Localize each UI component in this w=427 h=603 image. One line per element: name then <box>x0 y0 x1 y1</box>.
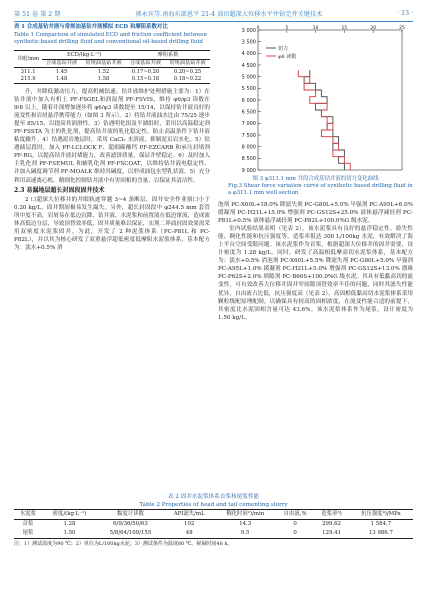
table-cell: 13 986.7 <box>368 530 393 536</box>
table-row <box>14 68 210 76</box>
table2-header: 自由液,% <box>283 511 307 517</box>
table-cell: 0.15~0.18 <box>131 76 160 82</box>
table-cell: 215.9 <box>20 76 36 82</box>
x-tick-label: 10 <box>312 26 319 31</box>
legend-label: 切力 <box>278 45 289 52</box>
y-tick-label: 8 500 <box>241 156 256 163</box>
plot-legend <box>266 45 296 60</box>
table2-caption-en: Table 2 Properties of head and tail cementing slurry <box>139 501 288 508</box>
table-cell: 0.20~0.25 <box>173 68 202 75</box>
running-header <box>14 6 413 20</box>
body-paragraph: 泡剂 PC-X60L+18.0% 降滤失剂 PC-G80L+5.0% 早强剂 PC-A95L+6.0% 缓凝剂 PC-H21L+15.0% 增强剂 PC-GS12S+25.0% 液体悬浮减轻剂 PC-P81L+0.5% 液体悬浮减轻剂 PC-P82L+100.0%G 级水泥。 <box>218 202 413 225</box>
table2-caption-cn: 表 2 固井水泥浆体系首浆和尾浆性能 <box>167 494 260 500</box>
table-cell: 1.28 <box>63 521 76 527</box>
table2-note: 注：1）测试温度为90 ℃；2）单位为L/100kg水泥；3）测试条件为温度80 ℃、候凝时间48 h。 <box>14 541 233 547</box>
table2-header: 稠化时间²)/min <box>226 511 265 517</box>
legend-label: φ6 读数 <box>278 53 297 60</box>
table-cell: 299.62 <box>322 521 341 527</box>
table-cell: 311.1 <box>20 68 36 75</box>
figure3-caption-cn: 图 3 φ311.1 mm 井段合成基钻井液的切力变化曲线 <box>252 176 379 182</box>
plot-axis <box>242 25 405 174</box>
table-cell: 1.48 <box>55 76 68 82</box>
table-cell: 1.52 <box>97 68 110 75</box>
table1-caption-en: Table 1 Comparison of simulated ECD and friction coefficient between synthetic-based drilling fluid and conventional oil-based drilling fluid <box>14 32 207 45</box>
table-cell: 首浆 <box>22 521 34 527</box>
table-cell: 1.58 <box>97 76 110 82</box>
table-cell: 0 <box>293 530 297 536</box>
article-running-title: 郭永宾等.南海东部恩平 21-4 油田超深大位移水平井钻完井关键技术 <box>135 10 323 18</box>
x-tick-label: 25 <box>399 26 405 31</box>
y-tick-label: 3 000 <box>241 27 256 34</box>
table-cell: 0.18~0.22 <box>173 76 202 82</box>
series-line-shear-force <box>304 70 344 170</box>
y-tick-label: 3 500 <box>241 39 256 46</box>
table2-header: 水泥浆 <box>19 511 37 517</box>
table2-header: 密度/(kg·L⁻¹) <box>52 511 87 517</box>
figure3 <box>218 24 413 174</box>
table-cell: 48 <box>185 530 193 536</box>
x-tick-label: 15 <box>341 26 348 31</box>
body-paragraph: 升，并降低激动压力，提高机械钻速。钻井液维护处理措施主要为：1）在钻井液中加入有机土 PF-FSGEL和润湿剂 PF-FSVIS，维持 φ6/φ3 读数在 9/8 以上，随着井深增加逐步将 φ6/φ3 读数提至 15/14，以保持钻井液良好的流变性和岩屑悬浮携带能力（如图 3 所示）。2）将钻井液油水比由 75/25 逐步提至 85/15，以提高其润滑性。3）钻遇明化组及平湖组时，采用以高温稳定剂 PF-FSSTA 为主的乳化剂，提高钻井液的乳化稳定性，防止高温条件下钻井液粘度骤升。4）钻遇泥岩地层时，采用 CaCl₂ 水溶液，抑制泥页岩水化。5）钻遇储层段时，加入 PF-LCLOCK F、超细碳酸钙 PF-EZCARB 和承压封堵剂 PF-RG，以提高钻井液封堵能力，改善滤饼质量，保证井壁稳定。6）及时加入主乳化剂 PF-FSEMUL 和辅乳化剂 PF-FSCOAT，以维持钻井液电稳定性，并加入碱度调节剂 PF-MOALK 维持其碱度，以形成油包水型乳状液。5）充分利用高速离心机、精细化控制钻井液中有害固相的含量，以保证其清洁性。 <box>14 89 210 184</box>
x-tick-label: 5 <box>285 26 289 31</box>
y-tick-label: 6 500 <box>241 109 256 116</box>
table-row <box>14 76 210 84</box>
table1-subheader: 合成基钻井液 <box>46 60 78 66</box>
table2 <box>14 509 413 539</box>
table-cell: 5/8/64/109/155 <box>109 530 152 536</box>
header-rule <box>14 21 413 22</box>
y-tick-label: 7 500 <box>241 132 256 139</box>
table2-block <box>14 494 413 548</box>
table1-header-ecd: ECD/(kg·L⁻¹) <box>42 51 126 60</box>
table1-header-friction: 摩阻系数 <box>126 51 210 60</box>
table1-subheader: 合成基钻井液 <box>129 60 162 66</box>
section-heading: 2.3 易漏地层超长封固段固井技术 <box>14 186 105 194</box>
table-row <box>14 520 413 530</box>
y-tick-label: 8 000 <box>241 144 256 151</box>
table-cell: 1.50 <box>63 530 76 536</box>
table2-header: 抗压强度⁴)/MPa <box>361 511 401 517</box>
y-tick-label: 5 000 <box>241 74 256 81</box>
table1-caption-cn: 表 1 合成基钻井液与常规油基钻井液模拟 ECD 和摩阻系数对比 <box>14 24 168 30</box>
y-tick-label: 4 500 <box>241 62 256 69</box>
body-paragraph: 2 口超深大位移井的井眼轨迹穿越 3~4 条断层，固井安全作业窗口小于 0.20 kg/L，固井期间极易发生漏失。另外，超长封固段中 φ244.5 mm 套管所中度不高，岩屑易在低边沉降，钻井液、水泥浆和前置液在低边窜流，造成流体高低边分层，导致顶替效率低，固井质量难以保证，实现二界面封固效果需采用双密度水泥浆固井。为此，开发了 2 种泥浆体系（PC-P81L 和 PC-P82L），并以其为核心研发了双重悬浮超低密度低摩阻水泥浆体系，基本配方为：淡水+0.5% 消 <box>14 196 210 251</box>
figure3-caption-en: Fig.3 Shear force variation curve of synthetic based drilling fluid in a φ311.1 mm well section <box>228 183 413 196</box>
table2-header: 造浆率³) <box>321 511 342 517</box>
y-tick-label: 6 000 <box>241 97 256 104</box>
table-cell: 9.5 <box>240 530 250 536</box>
y-tick-label: 5 500 <box>241 86 256 93</box>
table-cell: 1.45 <box>55 68 68 75</box>
y-tick-label: 9 000 <box>241 167 256 174</box>
table-cell: 102 <box>184 521 195 527</box>
right-column <box>218 24 413 322</box>
table-cell: 1 584.7 <box>370 521 392 527</box>
issue-label: 第 51 卷 第 2 期 <box>14 10 61 18</box>
plot-curves <box>298 70 350 170</box>
table-cell: 6/9/36/50/63 <box>113 521 148 527</box>
table-row <box>14 529 413 539</box>
x-tick-label: 20 <box>370 26 377 31</box>
y-tick-label: 4 000 <box>241 51 256 58</box>
table-cell: 14.3 <box>239 521 252 527</box>
x-tick-label: 0 <box>256 26 260 31</box>
body-paragraph: 室内试验结果表明（见表 2），该水泥浆具有良好的悬浮稳定性、游失性能、稠化性能和抗压强度等，造浆率很达 300 L/100kg 水泥，有效解决了海上平台空间受限问题。该水泥浆作为首浆，根据超深大位移井的固井需要，设计密度为 1.28 kg/L。同时，研发了高温相低摩高切水泥浆体系，基本配方为：淡水+0.5% 消泡剂 PC-X60L+5.5% 降滤失剂 PC-G80L+5.0% 早强剂 PC-A95L+1.0% 缓凝剂 PC-H21L+5.0% 增强剂 PC-GS12S+13.0% 漂珠 PC-P62S+2.0% 填隙剂 PC-B66S+100.0%G 级水泥。其具有低黏高切的流变性，可有效改善大位移井固井窄间隙顶替效率不佳的问题，同时其滤失性能优异，自由液占比低，抗压强度高（见表 2）。高固相低黏高切水泥浆体系采用颗粒级配原理配制，以确保具有较高的固相浓度，在流变性能合适的前提下，其密度比水泥固相含量可达 43.6%。该水泥浆体系作为尾浆，设计密度为 1.50 kg/L。 <box>218 226 413 321</box>
table-cell: 0.17~0.20 <box>131 68 160 75</box>
table1-header-depth: 井眼/mm <box>14 51 42 68</box>
table1-subheader: 常规油基钻井液 <box>85 60 122 66</box>
table2-header: 黏度计读数 <box>116 511 144 517</box>
figure3-plot <box>224 24 409 174</box>
left-column <box>14 24 210 252</box>
table-cell: 尾浆 <box>22 530 34 536</box>
table-cell: 129.41 <box>322 530 341 536</box>
series-line-phi6-reading <box>298 70 350 170</box>
y-tick-label: 7 000 <box>241 121 256 128</box>
page-number: · 13 · <box>397 9 413 17</box>
table1 <box>14 50 210 84</box>
table-cell: 0 <box>293 521 297 527</box>
table2-header: API滤失/mL <box>173 511 205 517</box>
table1-subheader: 常规油基钻井液 <box>169 60 206 66</box>
